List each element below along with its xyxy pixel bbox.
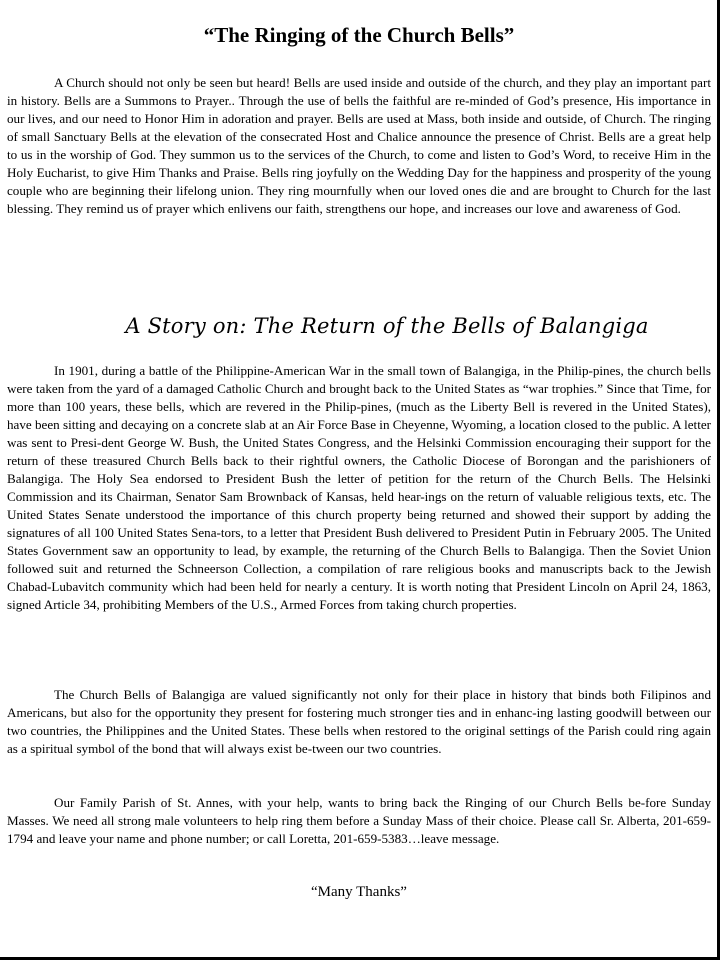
volunteer-paragraph: Our Family Parish of St. Annes, with your help, wants to bring back the Ringing of our Church Bells be-fore Sunday Masses. We need all strong male volunteers to help ring them before a Sunday Mass of their choice. Please call Sr. Alberta, 201-659-1794 and leave your name and phone number; or call Loretta, 201-659-5383…leave message. [7,795,711,846]
closing-thanks: “Many Thanks” [311,884,407,900]
story-title: A Story on: The Return of the Bells of Balangiga [125,314,649,338]
story-paragraph: In 1901, during a battle of the Philippine-American War in the small town of Balangiga, in the Philip-pines, the church bells were taken from the yard of a damaged Catholic Church and brought back to the United States as “war trophies.” Since that Time, for more than 100 years, these bells, which are revered in the Philip-pines, (much as the Liberty Bell is revered in the United States), have been sitting and decaying on a concrete slab at an Air Force Base in Cheyenne, Wyoming, a location closed to the public. A letter was sent to Presi-dent George W. Bush, the United States Congress, and the Helsinki Commission encouraging their support for the return of these treasured Church Bells back to their rightful owners, the Catholic Diocese of Borongan and the parishioners of Balangiga. The Holy Sea endorsed to President Bush the letter of petition for the return of the Church Bells. The Helsinki Commission and its Chairman, Senator Sam Brownback of Kansas, held hear-ings on the return of valuable religious texts, etc. The United States Senate understood the importance of this church property being returned and showed their support by adding the signatures of all 100 United States Sena-tors, to a letter that President Bush delivered to President Putin in February 2005. The United States Government saw an opportunity to lead, by example, the returning of the Church Bells to Balangiga. Then the Soviet Union followed suit and returned the Schneerson Collection, a compilation of rare religious books and manuscripts back to the Jewish Chabad-Lubavitch community which had been held for nearly a century. It is worth noting that President Lincoln on April 24, 1863, signed Article 34, prohibiting Members of the U.S., Armed Forces from taking church properties. [7,363,712,612]
significance-paragraph: The Church Bells of Balangiga are valued significantly not only for their place in history that binds both Filipinos and Americans, but also for the opportunity they present for fostering much stronger ties and in enhanc-ing lasting goodwill between our two countries, the Philippines and the United States. These bells when restored to the original settings of the Parish could ring again as a spiritual symbol of the bond that will always exist be-tween our two countries. [7,687,711,756]
page-title: “The Ringing of the Church Bells” [203,23,515,47]
intro-paragraph: A Church should not only be seen but heard! Bells are used inside and outside of the church, and they play an important part in history. Bells are a Summons to Prayer.. Through the use of bells the faithful are re-minded of God’s presence, His importance in our lives, and our need to Honor Him in adoration and prayer. Bells are used at Mass, both inside and outside, of Church. The ringing of small Sanctuary Bells at the elevation of the consecrated Host and Chalice announce the presence of Christ. Bells are a great help to us in the worship of God. They summon us to the services of the Church, to come and listen to God’s Word, to receive Him in the Holy Eucharist, to give Him Thanks and Praise. Bells ring joyfully on the Wedding Day for the happiness and prosperity of the young couple who are beginning their lifelong union. They ring mournfully when our loved ones die and are brought to Church for the last blessing. They remind us of prayer which enlivens our faith, strengthens our hope, and increases our love and awareness of God. [7,75,711,216]
